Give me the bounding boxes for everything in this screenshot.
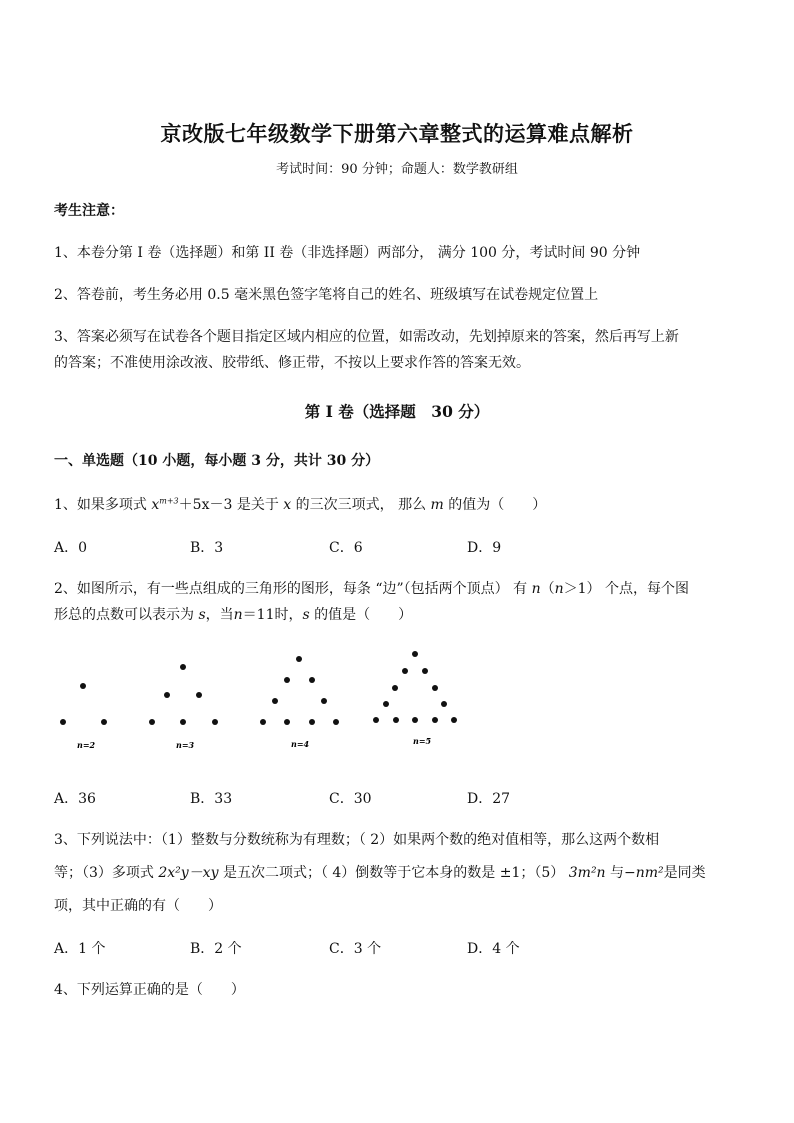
triangle-n2 bbox=[60, 683, 107, 750]
q1-option-c[interactable]: C．6 bbox=[329, 540, 363, 556]
dot bbox=[451, 717, 457, 723]
q1-option-d[interactable]: D．9 bbox=[467, 540, 502, 556]
dot bbox=[441, 701, 447, 707]
dot bbox=[392, 685, 398, 691]
dot bbox=[284, 719, 290, 725]
triangle-n3 bbox=[149, 664, 218, 750]
dot bbox=[333, 719, 339, 725]
label-n3: n=3 bbox=[176, 740, 195, 750]
question-1-stem: 1、如果多项式 $x^{m+3}+5x-3$ 是关于 x 的三次三项式， 那么 m 的值为（ ） bbox=[54, 496, 547, 513]
dot bbox=[180, 719, 186, 725]
dot-triangle-figure bbox=[50, 648, 470, 758]
dot bbox=[432, 685, 438, 691]
question-3-line1: 3、下列说法中：（1）整数与分数统称为有理数；（ 2）如果两个数的绝对值相等，那么这两个数相 bbox=[54, 832, 660, 848]
q2-option-b[interactable]: B．33 bbox=[190, 791, 233, 807]
triangle-n4 bbox=[260, 656, 339, 749]
dot bbox=[412, 717, 418, 723]
dot bbox=[309, 719, 315, 725]
dot bbox=[284, 677, 290, 683]
q3-option-a[interactable]: A．1 个 bbox=[54, 941, 106, 957]
dot bbox=[402, 668, 408, 674]
label-n5: n=5 bbox=[413, 736, 432, 746]
dot bbox=[149, 719, 155, 725]
dot bbox=[422, 668, 428, 674]
question-2-line2: 形总的点数可以表示为 s，当n＝11时，s 的值是（ ） bbox=[54, 607, 413, 623]
dot bbox=[180, 664, 186, 670]
dot bbox=[272, 698, 278, 704]
dot bbox=[309, 677, 315, 683]
dot bbox=[393, 717, 399, 723]
section-title: 第 I 卷（选择题 30 分） bbox=[304, 402, 490, 421]
question-4-stem: 4、下列运算正确的是（ ） bbox=[54, 982, 245, 998]
dot bbox=[212, 719, 218, 725]
triangle-n5 bbox=[373, 651, 457, 746]
dot bbox=[196, 692, 202, 698]
q3-option-c[interactable]: C．3 个 bbox=[329, 941, 382, 957]
label-n4: n=4 bbox=[291, 739, 310, 749]
dot bbox=[373, 717, 379, 723]
dot bbox=[260, 719, 266, 725]
dot bbox=[321, 698, 327, 704]
dot bbox=[164, 692, 170, 698]
question-3-line2: 等；（3）多项式 2x²y－xy 是五次二项式；（ 4）倒数等于它本身的数是 ±1；（5） 3m²n 与−nm²是同类 bbox=[54, 865, 706, 881]
q1-option-b[interactable]: B．3 bbox=[190, 540, 224, 556]
q2-option-d[interactable]: D．27 bbox=[467, 791, 511, 807]
q3-option-b[interactable]: B．2 个 bbox=[190, 941, 242, 957]
q2-option-a[interactable]: A．36 bbox=[54, 791, 96, 807]
dot bbox=[80, 683, 86, 689]
q2-option-c[interactable]: C．30 bbox=[329, 791, 372, 807]
dot bbox=[432, 717, 438, 723]
part-heading: 一、单选题（10 小题，每小题 3 分，共计 30 分） bbox=[54, 453, 380, 469]
label-n2: n=2 bbox=[77, 740, 96, 750]
dot bbox=[383, 701, 389, 707]
dot bbox=[101, 719, 107, 725]
question-3-line3: 项，其中正确的有（ ） bbox=[54, 898, 222, 914]
question-2-line1: 2、如图所示，有一些点组成的三角形的图形，每条 “边”（包括两个顶点） 有 n（n＞1） 个点，每个图 bbox=[54, 581, 689, 597]
dot bbox=[296, 656, 302, 662]
notice-item-3-line2: 的答案；不准使用涂改液、胶带纸、修正带，不按以上要求作答的答案无效。 bbox=[54, 355, 530, 371]
page-title: 京改版七年级数学下册第六章整式的运算难点解析 bbox=[160, 121, 634, 146]
exam-info: 考试时间：90 分钟；命题人：数学教研组 bbox=[276, 162, 518, 177]
notice-item-2: 2、答卷前，考生务必用 0.5 毫米黑色签字笔将自己的姓名、班级填写在试卷规定位置上 bbox=[54, 287, 599, 303]
dot bbox=[412, 651, 418, 657]
q3-option-d[interactable]: D．4 个 bbox=[467, 941, 520, 957]
notice-item-1: 1、本卷分第 I 卷（选择题）和第 II 卷（非选择题）两部分， 满分 100 分，考试时间 90 分钟 bbox=[54, 245, 641, 261]
q1-option-a[interactable]: A．0 bbox=[54, 540, 88, 556]
notice-item-3-line1: 3、答案必须写在试卷各个题目指定区域内相应的位置，如需改动，先划掉原来的答案，然后再写上新 bbox=[54, 329, 679, 345]
notice-heading: 考生注意： bbox=[54, 203, 124, 219]
dot bbox=[60, 719, 66, 725]
